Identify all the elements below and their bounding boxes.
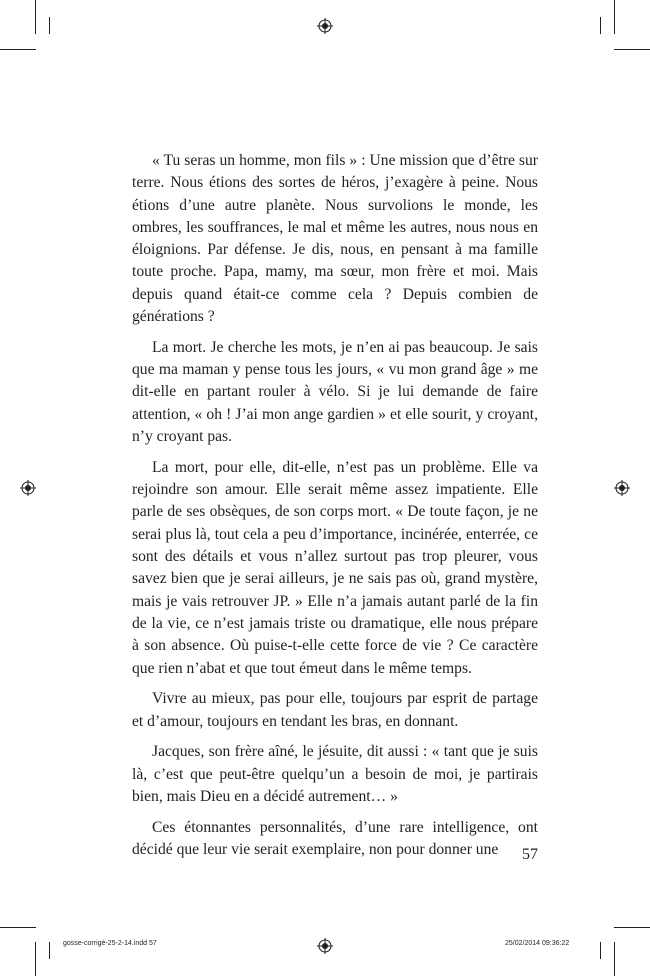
slug-datetime: 25/02/2014 09:36:22 (505, 940, 570, 947)
crop-mark (0, 927, 36, 928)
paragraph: « Tu seras un homme, mon fils » : Une mission que d’être sur terre. Nous étions des sortes de héros, j’exagère à peine. Nous étions d’une autre planète. Nous survolions le monde, les ombres, les souffrances, le mal et même les autres, nous nous en éloignions. Par défense. Je dis, nous, en pensant à ma famille toute proche. Papa, mamy, ma sœur, mon frère et moi. Mais depuis quand était-ce comme cela ? Depuis combien de générations ? (132, 152, 538, 326)
page-number: 57 (522, 846, 538, 863)
crop-mark (35, 0, 36, 34)
registration-mark-icon (317, 938, 333, 954)
crop-mark (614, 942, 615, 976)
paragraph: La mort, pour elle, dit-elle, n’est pas un problème. Elle va rejoindre son amour. Elle serait même assez impatiente. Elle parle de ses obsèques, de son corps mort. « De toute façon, je ne serai plus là, tout cela a peu d’importance, incinérée, enterrée, ce sont des détails et vous n’allez surtout pas trop pleurer, vous savez bien que je serai ailleurs, je ne sais pas où, grand mystère, mais je vais retrouver JP. » Elle n’a jamais autant parlé de la fin de la vie, ce n’est jamais triste ou dramatique, elle nous prépare à son absence. Où puise-t-elle cette force de vie ? Ce caractère que rien n’abat et que tout émeut dans le même temps. (132, 458, 538, 677)
paragraph: Vivre au mieux, pas pour elle, toujours par esprit de partage et d’amour, toujours en tendant les bras, en donnant. (132, 690, 538, 730)
crop-mark (35, 942, 36, 976)
registration-mark-icon (614, 480, 630, 496)
crop-mark (600, 17, 601, 34)
crop-mark (49, 942, 50, 959)
paragraph: La mort. Je cherche les mots, je n’en ai pas beaucoup. Je sais que ma maman y pense tous les jours, « vu mon grand âge » me dit-elle en partant rouler à vélo. Si je lui demande de faire attention, « oh ! J’ai mon ange gardien » et elle sourit, y croyant, n’y croyant pas. (132, 338, 538, 446)
registration-mark-icon (317, 18, 333, 34)
crop-mark (614, 0, 615, 34)
crop-mark (600, 942, 601, 959)
body-text (132, 150, 538, 870)
paragraph: Jacques, son frère aîné, le jésuite, dit aussi : « tant que je suis là, c’est que peut-être quelqu’un a besoin de moi, je partirais bien, mais Dieu en a décidé autrement… » (132, 743, 538, 806)
crop-mark (49, 17, 50, 34)
crop-mark (614, 49, 650, 50)
slug-file-name: gosse-corrigé-25-2-14.indd 57 (63, 940, 157, 947)
crop-mark (0, 49, 36, 50)
paragraph: Ces étonnantes personnalités, d’une rare intelligence, ont décidé que leur vie serait exemplaire, non pour donner une (132, 818, 538, 859)
crop-mark (614, 927, 650, 928)
registration-mark-icon (20, 480, 36, 496)
